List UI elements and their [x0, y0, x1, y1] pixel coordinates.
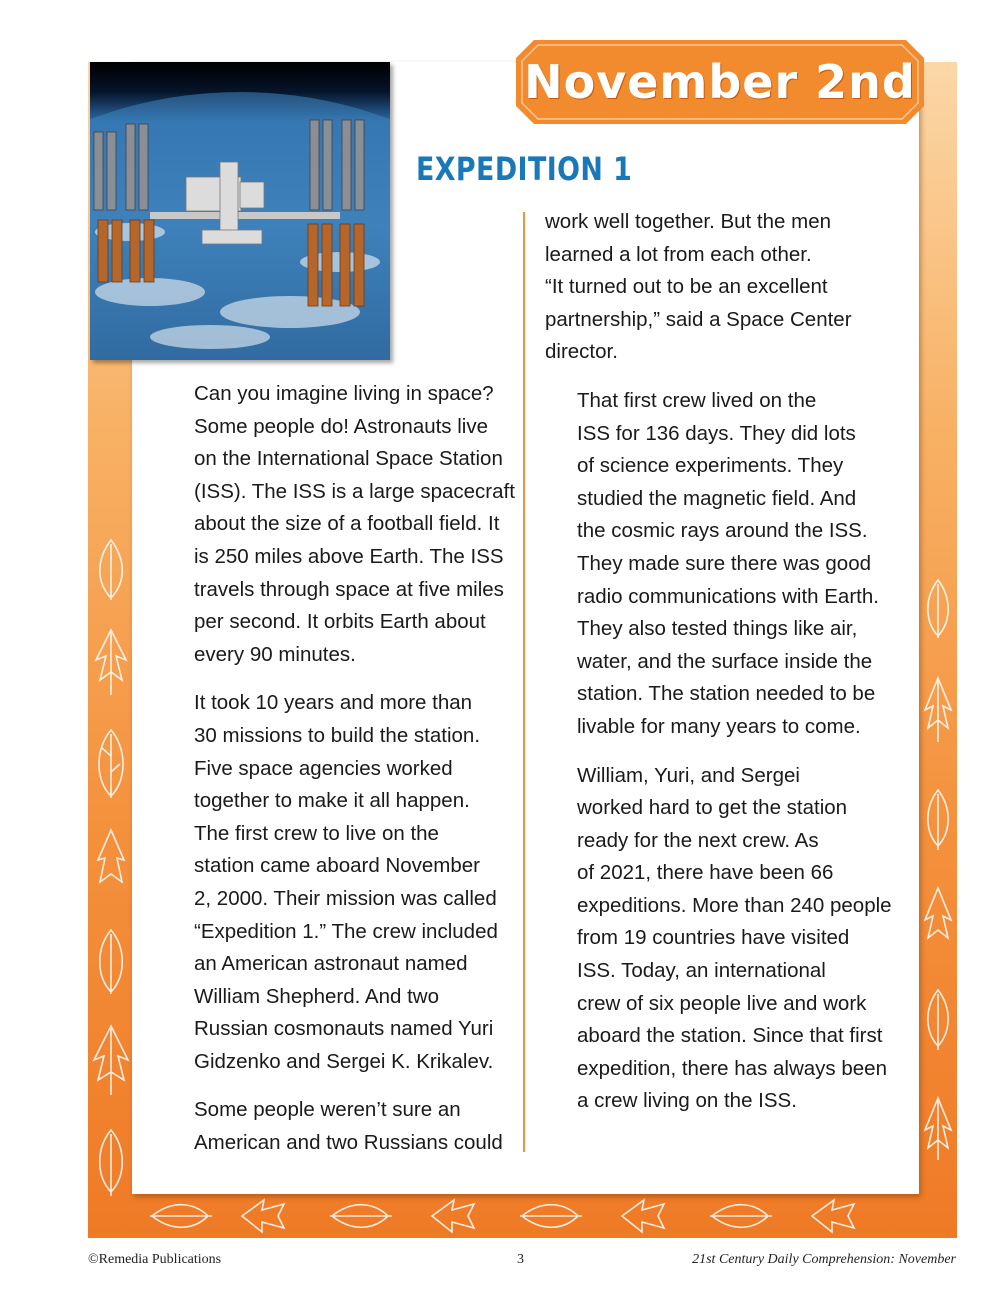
- text-line: aboard the station. Since that first: [577, 1024, 883, 1048]
- text-line: Gidzenko and Sergei K. Krikalev.: [194, 1049, 494, 1073]
- text-line: Five space agencies worked: [194, 756, 453, 780]
- footer-book-title: 21st Century Daily Comprehension: November: [692, 1252, 956, 1267]
- text-line: learned a lot from each other.: [545, 242, 812, 266]
- autumn-leaves-right-icon: [919, 560, 957, 1220]
- text-line: They made sure there was good: [577, 551, 871, 575]
- text-line: (ISS). The ISS is a large spacecraft: [194, 479, 515, 503]
- footer-publisher: ©Remedia Publications: [88, 1252, 222, 1267]
- text-line: radio communications with Earth.: [577, 584, 879, 608]
- text-line: water, and the surface inside the: [577, 649, 873, 673]
- text-line: every 90 minutes.: [194, 642, 356, 666]
- text-line: American and two Russians could: [194, 1131, 503, 1155]
- column-divider: [523, 212, 525, 1152]
- article-column-right: [545, 206, 905, 1134]
- text-line: station came aboard November: [194, 854, 481, 878]
- text-line: 30 missions to build the station.: [194, 723, 481, 747]
- text-line: work well together. But the men: [545, 210, 832, 233]
- text-line: ready for the next crew. As: [577, 828, 819, 852]
- text-line: William, Yuri, and Sergei: [577, 763, 800, 787]
- date-heading: November 2nd: [524, 55, 916, 109]
- text-line: travels through space at five miles: [194, 577, 504, 601]
- paragraph: [545, 206, 905, 369]
- text-line: expedition, there has always been: [577, 1056, 887, 1080]
- text-line: The first crew to live on the: [194, 821, 439, 845]
- text-line: It took 10 years and more than: [194, 691, 473, 715]
- text-line: about the size of a football field. It: [194, 512, 500, 536]
- text-line: together to make it all happen.: [194, 789, 470, 813]
- text-line: a crew living on the ISS.: [577, 1089, 797, 1113]
- text-line: “Expedition 1.” The crew included: [194, 919, 498, 943]
- text-line: William Shepherd. And two: [194, 984, 439, 1008]
- autumn-leaves-left-icon: [88, 520, 134, 1220]
- text-line: livable for many years to come.: [577, 714, 861, 738]
- text-line: of science experiments. They: [577, 454, 844, 478]
- text-line: expeditions. More than 240 people: [577, 893, 892, 917]
- text-line: on the International Space Station: [194, 447, 503, 471]
- text-line: is 250 miles above Earth. The ISS: [194, 544, 504, 568]
- text-line: They also tested things like air,: [577, 617, 858, 641]
- text-line: per second. It orbits Earth about: [194, 610, 486, 634]
- text-line: Some people weren’t sure an: [194, 1098, 461, 1122]
- text-line: crew of six people live and work: [577, 991, 867, 1015]
- text-line: Russian cosmonauts named Yuri: [194, 1017, 494, 1041]
- text-line: That first crew lived on the: [577, 388, 817, 412]
- text-line: director.: [545, 340, 618, 364]
- text-line: of 2021, there have been 66: [577, 861, 834, 885]
- text-line: ISS for 136 days. They did lots: [577, 421, 856, 445]
- text-line: the cosmic rays around the ISS.: [577, 519, 868, 543]
- paragraph: [162, 378, 515, 671]
- paragraph: [545, 760, 905, 1119]
- text-line: studied the magnetic field. And: [577, 486, 857, 510]
- text-line: Some people do! Astronauts live: [194, 414, 489, 438]
- article-column-left: [162, 378, 515, 1176]
- article-title: EXPEDITION 1: [416, 150, 633, 188]
- text-line: 2, 2000. Their mission was called: [194, 886, 497, 910]
- text-line: from 19 countries have visited: [577, 926, 850, 950]
- space-station-photo: [90, 62, 390, 360]
- paragraph: [162, 1094, 512, 1159]
- footer-page-number: 3: [517, 1252, 524, 1267]
- text-line: station. The station needed to be: [577, 682, 876, 706]
- paragraph: [162, 687, 512, 1078]
- autumn-leaves-bottom-icon: [132, 1194, 919, 1238]
- text-line: “It turned out to be an excellent: [545, 275, 828, 299]
- text-line: ISS. Today, an international: [577, 959, 826, 983]
- text-line: partnership,” said a Space Center: [545, 307, 852, 331]
- paragraph: [545, 385, 905, 744]
- text-line: Can you imagine living in space?: [194, 382, 494, 405]
- text-line: worked hard to get the station: [577, 796, 848, 820]
- text-line: an American astronaut named: [194, 952, 468, 976]
